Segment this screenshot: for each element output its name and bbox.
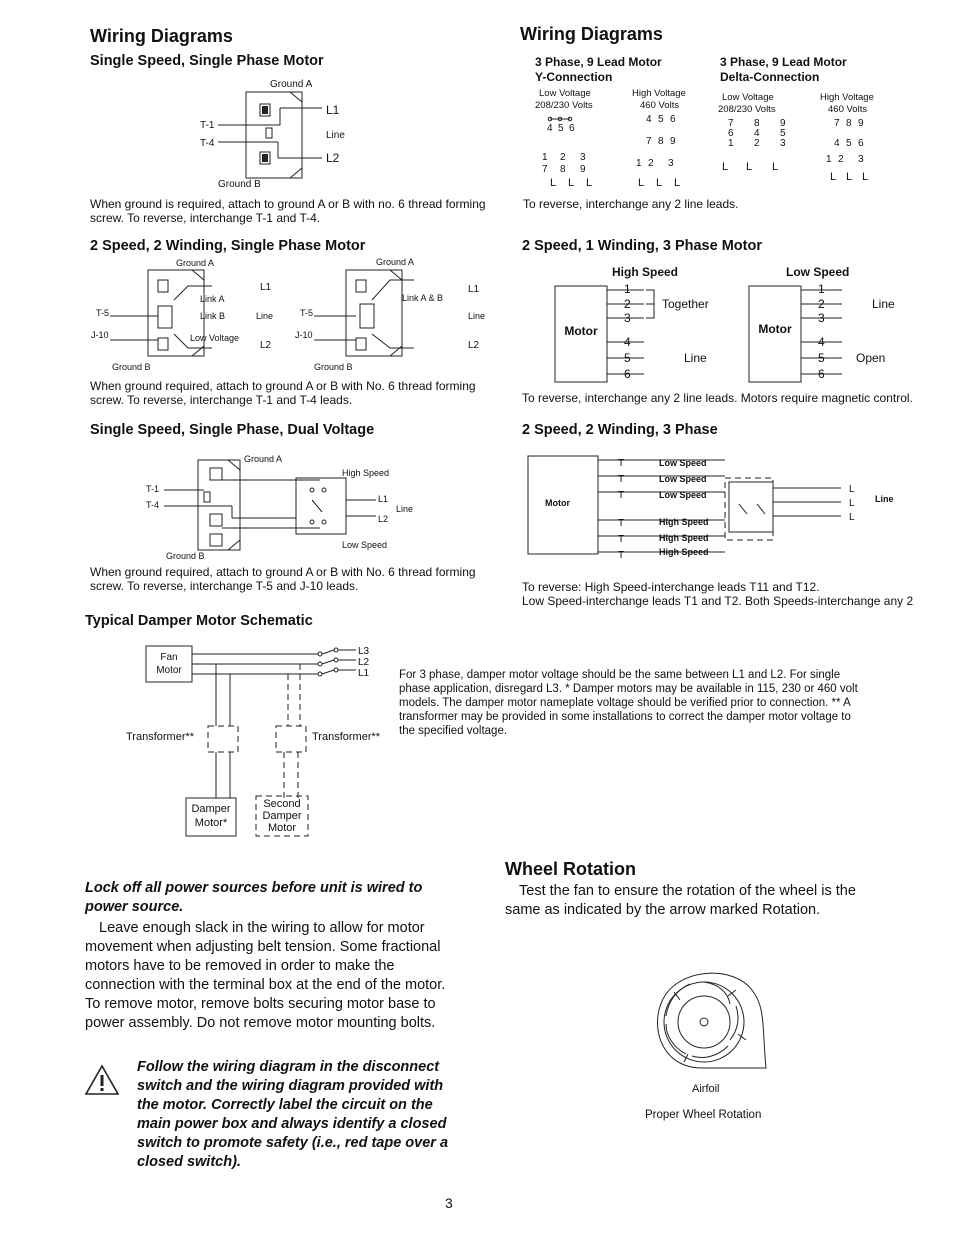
svg-text:2: 2 [818,297,825,311]
svg-text:L: L [638,177,645,189]
t1-label: T-1 [200,120,215,131]
svg-text:7: 7 [646,136,652,147]
svg-text:Line: Line [396,504,414,514]
l1-label: L1 [326,103,340,117]
svg-text:High Speed: High Speed [659,517,709,527]
left-page-title: Wiring Diagrams [90,26,233,46]
svg-text:T: T [618,458,625,469]
svg-text:L: L [722,161,729,173]
svg-text:L: L [862,171,869,183]
svg-text:T: T [618,534,625,545]
svg-text:3: 3 [818,311,825,325]
svg-text:4: 4 [818,335,825,349]
svg-text:T-5: T-5 [300,308,314,318]
damper-schematic [120,640,380,840]
svg-text:3: 3 [624,311,631,325]
svg-text:L: L [830,171,837,183]
svg-text:L1: L1 [378,494,389,504]
svg-text:Low Voltage: Low Voltage [190,333,240,343]
svg-text:3: 3 [858,154,864,165]
svg-text:6: 6 [858,138,864,149]
single-speed-note: When ground is required, attach to ground A or B with no. 6 thread forming screw. To reverse, interchange T-1 and T-4. [90,197,486,225]
delta-connection-heading-2: Delta-Connection [720,70,820,84]
svg-text:1: 1 [728,138,734,149]
svg-text:L1: L1 [260,282,272,293]
svg-text:Motor: Motor [156,665,182,676]
two-speed-diagram-low [88,256,298,374]
svg-text:High Voltage: High Voltage [820,92,874,103]
svg-text:9: 9 [858,118,864,129]
airfoil-wheel-diagram [648,960,778,1080]
svg-text:9: 9 [580,164,586,175]
page-number: 3 [445,1195,453,1211]
svg-text:9: 9 [670,136,676,147]
svg-text:1: 1 [636,158,642,169]
svg-text:6: 6 [818,367,825,381]
svg-text:Open: Open [856,351,886,365]
svg-text:L: L [568,177,575,189]
y-connection-heading-1: 3 Phase, 9 Lead Motor [535,55,662,69]
two-speed-two-winding-diagram [525,452,905,562]
svg-text:1: 1 [818,282,825,296]
svg-text:J-10: J-10 [295,330,313,340]
svg-text:3: 3 [668,158,674,169]
svg-text:L2: L2 [378,514,389,524]
two-speed-two-winding-note-2: Low Speed-interchange leads T1 and T2. Both Speeds-interchange any 2 [522,594,914,608]
svg-text:Link A & B: Link A & B [402,293,444,303]
svg-text:L: L [849,512,855,523]
svg-text:Motor*: Motor* [194,817,228,829]
two-speed-note: When ground required, attach to ground A or B with No. 6 thread forming screw. To reverse, interchange T-1 and T-4 leads. [90,379,476,407]
svg-text:L: L [846,171,853,183]
svg-text:2: 2 [624,297,631,311]
svg-text:5: 5 [818,351,825,365]
svg-text:6: 6 [569,123,575,134]
svg-text:Link A: Link A [200,294,225,304]
svg-text:L: L [656,177,663,189]
svg-text:Damper: Damper [262,810,302,822]
svg-text:2: 2 [838,154,844,165]
svg-text:8: 8 [754,118,760,129]
svg-text:7: 7 [542,164,548,175]
svg-text:Low Voltage: Low Voltage [539,88,591,99]
motor-slack-paragraph: Leave enough slack in the wiring to allow for motor movement when adjusting belt tension. Some fractional motors have to be removed in order to make the connection with the terminal box at the end of the motor. To remove motor, remove bolts securing motor base to power assembly. Do not remove motor mounting bolts. [85,920,446,1031]
svg-text:Low Speed: Low Speed [786,265,850,279]
svg-text:8: 8 [560,164,566,175]
svg-text:T-1: T-1 [146,484,160,494]
svg-text:Low Speed: Low Speed [342,540,388,550]
svg-text:2: 2 [648,158,654,169]
svg-text:5: 5 [558,123,564,134]
two-speed-two-winding-heading: 2 Speed, 2 Winding, 3 Phase [522,422,718,438]
svg-text:Motor: Motor [758,322,792,336]
svg-text:Ground B: Ground B [112,362,151,372]
svg-text:L: L [550,177,557,189]
svg-text:Damper: Damper [191,803,231,815]
svg-text:High Voltage: High Voltage [632,88,686,99]
svg-text:2: 2 [560,152,566,163]
svg-text:Low Speed: Low Speed [659,490,707,500]
svg-text:Second: Second [263,798,301,810]
svg-text:Line: Line [872,297,895,311]
svg-text:5: 5 [624,351,631,365]
single-speed-heading: Single Speed, Single Phase Motor [90,53,324,69]
two-speed-one-winding-heading: 2 Speed, 1 Winding, 3 Phase Motor [522,238,762,254]
svg-text:4: 4 [646,114,652,125]
svg-text:Low Speed: Low Speed [659,474,707,484]
single-speed-diagram [190,76,370,194]
three-phase-note: To reverse, interchange any 2 line leads. [523,197,739,211]
svg-text:4: 4 [547,123,553,134]
delta-connection-heading-1: 3 Phase, 9 Lead Motor [720,55,847,69]
t4-label: T-4 [200,138,215,149]
svg-text:Low Voltage: Low Voltage [722,92,774,103]
dual-voltage-note: When ground required, attach to ground A or B with No. 6 thread forming screw. To reverse, interchange T-5 and J-10 leads. [90,565,476,593]
two-speed-two-winding-note-1: To reverse: High Speed-interchange leads T11 and T12. [522,580,820,594]
svg-text:High Speed: High Speed [612,265,679,279]
svg-text:T: T [618,490,625,501]
svg-text:L: L [772,161,779,173]
dual-voltage-diagram [140,448,440,562]
svg-text:Link B: Link B [200,311,226,321]
svg-text:Line: Line [256,311,274,321]
three-phase-nine-lead-diagram [530,86,910,192]
wheel-rotation-caption: Proper Wheel Rotation [645,1109,762,1121]
svg-text:Fan: Fan [160,652,178,663]
svg-text:4: 4 [754,128,760,139]
svg-text:7: 7 [834,118,840,129]
svg-text:3: 3 [780,138,786,149]
svg-text:L2: L2 [358,657,370,668]
y-connection-heading-2: Y-Connection [535,70,613,84]
svg-text:L2: L2 [260,340,272,351]
svg-text:L: L [849,498,855,509]
dual-voltage-heading: Single Speed, Single Phase, Dual Voltage [90,422,375,438]
svg-text:4: 4 [624,335,631,349]
svg-text:T: T [618,474,625,485]
svg-text:Motor: Motor [564,324,598,338]
svg-text:Ground A: Ground A [376,257,415,267]
svg-text:1: 1 [542,152,548,163]
svg-text:L: L [849,484,855,495]
svg-text:2: 2 [754,138,760,149]
svg-text:T: T [618,518,625,529]
svg-text:Line: Line [875,494,894,504]
svg-text:L1: L1 [358,668,370,679]
svg-text:Motor: Motor [545,498,570,508]
warning-lead: Lock off all power sources before unit is wired to power source. [85,880,423,915]
wheel-rotation-title: Wheel Rotation [505,859,636,879]
damper-heading: Typical Damper Motor Schematic [85,613,313,629]
l2-label: L2 [326,151,340,165]
svg-text:L2: L2 [468,340,480,351]
warning-icon [84,1064,120,1096]
svg-text:4: 4 [834,138,840,149]
svg-text:1: 1 [826,154,832,165]
svg-text:Low Speed: Low Speed [659,458,707,468]
svg-text:Line: Line [684,351,707,365]
svg-text:5: 5 [780,128,786,139]
svg-text:Motor: Motor [267,822,297,834]
svg-text:L3: L3 [358,646,370,657]
svg-text:460 Volts: 460 Volts [640,100,680,111]
right-page-title: Wiring Diagrams [520,24,663,44]
two-speed-diagram-high [290,256,500,374]
svg-text:Line: Line [468,311,486,321]
line-label: Line [326,130,345,141]
svg-text:208/230 Volts: 208/230 Volts [718,104,776,115]
svg-text:High Speed: High Speed [659,533,709,543]
airfoil-label: Airfoil [692,1083,720,1095]
svg-text:Ground B: Ground B [166,551,205,561]
svg-text:L: L [586,177,593,189]
svg-text:High Speed: High Speed [342,468,390,478]
svg-text:460 Volts: 460 Volts [828,104,868,115]
svg-text:Ground A: Ground A [244,454,283,464]
svg-text:Transformer**: Transformer** [312,731,380,743]
svg-text:8: 8 [658,136,664,147]
svg-text:Transformer**: Transformer** [126,731,195,743]
svg-text:1: 1 [624,282,631,296]
ground-a-label: Ground A [270,79,313,90]
two-speed-one-winding-diagram [550,262,920,388]
svg-text:J-10: J-10 [91,330,109,340]
svg-text:L: L [746,161,753,173]
svg-text:3: 3 [580,152,586,163]
wheel-rotation-text: Test the fan to ensure the rotation of the wheel is the same as indicated by the arrow marked Rotation. [505,883,856,918]
two-speed-heading: 2 Speed, 2 Winding, Single Phase Motor [90,238,366,254]
svg-text:L: L [674,177,681,189]
svg-text:T-4: T-4 [146,500,160,510]
svg-text:5: 5 [846,138,852,149]
svg-text:Ground B: Ground B [314,362,353,372]
svg-text:Ground A: Ground A [176,258,215,268]
svg-text:L1: L1 [468,284,480,295]
svg-text:Together: Together [662,297,709,311]
svg-text:T-5: T-5 [96,308,110,318]
svg-text:6: 6 [670,114,676,125]
svg-text:7: 7 [728,118,734,129]
two-speed-one-winding-note: To reverse, interchange any 2 line leads. Motors require magnetic control. [522,391,913,405]
svg-text:6: 6 [624,367,631,381]
svg-text:9: 9 [780,118,786,129]
caution-text: Follow the wiring diagram in the disconnect switch and the wiring diagram provided with the motor. Correctly label the circuit on the main power box and always identify a closed switch to promote safety (i.e., red tape over a closed switch). [137,1059,449,1170]
svg-text:208/230 Volts: 208/230 Volts [535,100,593,111]
damper-note: For 3 phase, damper motor voltage should be the same between L1 and L2. For single phase application, disregard L3. * Damper motors may be available in 115, 230 or 460 volt models. The damper motor nameplate voltage should be verified prior to connection. ** A transformer may be provided in some installations to correct the damper motor voltage to the specified voltage. [399,669,858,737]
svg-text:High Speed: High Speed [659,547,709,557]
svg-text:6: 6 [728,128,734,139]
svg-text:8: 8 [846,118,852,129]
svg-text:T: T [618,550,625,561]
ground-b-label: Ground B [218,179,261,190]
svg-text:5: 5 [658,114,664,125]
